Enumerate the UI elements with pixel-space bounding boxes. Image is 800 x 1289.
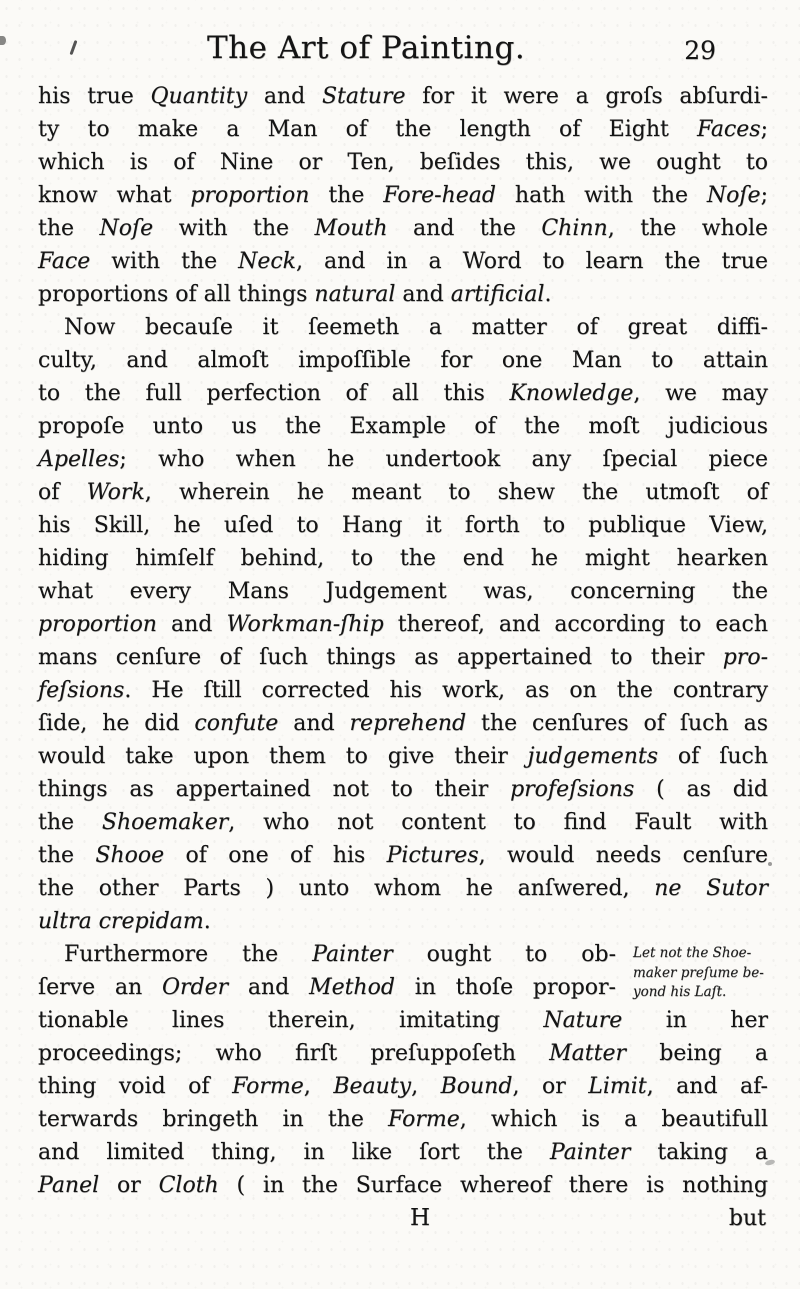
italic-text: Noſe bbox=[99, 216, 154, 241]
text-line bbox=[38, 707, 768, 740]
roman-text: ; bbox=[760, 183, 768, 208]
roman-text: the bbox=[38, 216, 100, 241]
italic-text: Face bbox=[38, 249, 91, 274]
roman-text: , and af- bbox=[646, 1074, 768, 1099]
signature-mark: H bbox=[410, 1205, 431, 1231]
italic-text: Order bbox=[161, 975, 229, 1000]
roman-text: in her bbox=[622, 1008, 768, 1033]
italic-text: Apelles bbox=[38, 447, 120, 472]
roman-text: taking a bbox=[630, 1140, 768, 1165]
roman-text: ought to ob- bbox=[392, 942, 616, 967]
text-line bbox=[38, 146, 768, 179]
roman-text: , the whole bbox=[607, 216, 768, 241]
text-line bbox=[38, 113, 768, 146]
roman-text: the bbox=[309, 183, 384, 208]
roman-text: with the bbox=[153, 216, 315, 241]
text-line bbox=[38, 377, 768, 410]
roman-text: thing void of bbox=[38, 1074, 233, 1099]
roman-text: . He ſtill corrected his work, as on the contrary bbox=[124, 678, 768, 703]
roman-text: which is of Nine or Ten, beſides this, we ought to bbox=[38, 150, 768, 175]
italic-text: Stature bbox=[321, 84, 406, 109]
text-line bbox=[38, 410, 768, 443]
roman-text: being a bbox=[626, 1041, 769, 1066]
italic-text: Forme bbox=[388, 1107, 460, 1132]
text-line bbox=[38, 839, 768, 872]
text-line bbox=[38, 1103, 768, 1136]
roman-text: and limited thing, in like ſort the bbox=[38, 1140, 550, 1165]
italic-text: Faces bbox=[697, 117, 761, 142]
roman-text: for it were a groſs abſurdi- bbox=[405, 84, 768, 109]
text-line bbox=[38, 212, 768, 245]
roman-text: to the full perfection of all this bbox=[38, 381, 510, 406]
text-line bbox=[38, 476, 768, 509]
italic-text: natural bbox=[314, 282, 396, 307]
page-header bbox=[0, 0, 800, 78]
italic-text: Work bbox=[86, 480, 145, 505]
text-line bbox=[38, 740, 768, 773]
roman-text: in thoſe propor- bbox=[394, 975, 616, 1000]
text-line bbox=[38, 773, 768, 806]
roman-text: or bbox=[99, 1173, 159, 1198]
italic-text: Mouth bbox=[314, 216, 388, 241]
ink-speck bbox=[0, 36, 6, 45]
footer-line bbox=[38, 1202, 768, 1235]
roman-text: ; who when he undertook any ſpecial piece bbox=[119, 447, 768, 472]
margin-note-line: maker preſume be- bbox=[633, 964, 764, 981]
roman-text: his true bbox=[38, 84, 151, 109]
roman-text: ty to make a Man of the length of Eight bbox=[38, 117, 698, 142]
italic-text: Chinn bbox=[541, 216, 608, 241]
roman-text: , which is a beautifull bbox=[459, 1107, 768, 1132]
text-line bbox=[38, 905, 768, 938]
roman-text: of one of his bbox=[164, 843, 387, 868]
roman-text: , or bbox=[512, 1074, 589, 1099]
roman-text: mans cenſure of ſuch things as appertained to their bbox=[38, 645, 723, 670]
roman-text: ſerve an bbox=[38, 975, 162, 1000]
text-line bbox=[38, 1169, 768, 1202]
italic-text: Quantity bbox=[150, 84, 248, 109]
italic-text: Fore-head bbox=[383, 183, 496, 208]
italic-text: profeſsions bbox=[510, 777, 635, 802]
text-line bbox=[38, 278, 768, 311]
body-text bbox=[38, 80, 768, 1235]
italic-text: Shoemaker bbox=[101, 810, 229, 835]
text-line bbox=[38, 1004, 768, 1037]
italic-text: judgements bbox=[527, 744, 659, 769]
roman-text: the bbox=[38, 810, 102, 835]
roman-text: , bbox=[303, 1074, 334, 1099]
text-line bbox=[38, 542, 768, 575]
italic-text: Pictures bbox=[386, 843, 479, 868]
roman-text: and the bbox=[387, 216, 542, 241]
roman-text: ( in the Surface whereof there is nothing bbox=[218, 1173, 769, 1198]
italic-text: Nature bbox=[543, 1008, 623, 1033]
roman-text: what every Mans Judgement was, concerning the bbox=[38, 579, 768, 604]
italic-text: Shooe bbox=[95, 843, 165, 868]
italic-text: Cloth bbox=[158, 1173, 219, 1198]
roman-text: terwards bringeth in the bbox=[38, 1107, 389, 1132]
roman-text: , would needs cenſure bbox=[478, 843, 768, 868]
roman-text: , and in a Word to learn the true bbox=[296, 249, 768, 274]
roman-text: and bbox=[278, 711, 350, 736]
italic-text: Workman-ſhip bbox=[226, 612, 384, 637]
italic-text: Beauty bbox=[333, 1074, 412, 1099]
margin-note bbox=[633, 944, 787, 1003]
text-line bbox=[38, 806, 768, 839]
roman-text: and bbox=[247, 84, 322, 109]
roman-text: the cenſures of ſuch as bbox=[466, 711, 768, 736]
text-line bbox=[38, 311, 768, 344]
roman-text: the bbox=[38, 843, 96, 868]
italic-text: feſsions bbox=[38, 678, 125, 703]
italic-text: ne Sutor bbox=[654, 876, 768, 901]
roman-text: of ſuch bbox=[658, 744, 768, 769]
italic-text: Matter bbox=[549, 1041, 627, 1066]
roman-text: the other Parts ) unto whom he anſwered, bbox=[38, 876, 655, 901]
italic-text: artificial bbox=[450, 282, 545, 307]
roman-text: hath with the bbox=[495, 183, 707, 208]
text-line bbox=[38, 674, 768, 707]
roman-text: ( as did bbox=[634, 777, 768, 802]
roman-text: would take upon them to give their bbox=[38, 744, 528, 769]
page-number: 29 bbox=[684, 36, 716, 65]
italic-text: Noſe bbox=[706, 183, 761, 208]
catchword: but bbox=[728, 1206, 766, 1231]
roman-text: . bbox=[544, 282, 552, 307]
roman-text: ; bbox=[760, 117, 768, 142]
roman-text: , we may bbox=[633, 381, 768, 406]
italic-text: Painter bbox=[312, 942, 393, 967]
text-line bbox=[38, 872, 768, 905]
italic-text: Knowledge bbox=[509, 381, 634, 406]
roman-text: of bbox=[38, 480, 87, 505]
text-line bbox=[38, 179, 768, 212]
roman-text: . bbox=[203, 909, 211, 934]
roman-text: with the bbox=[90, 249, 239, 274]
text-line bbox=[38, 608, 768, 641]
italic-text: confute bbox=[194, 711, 279, 736]
roman-text: ſide, he did bbox=[38, 711, 195, 736]
roman-text: , bbox=[411, 1074, 441, 1099]
roman-text: thereof, and according to each bbox=[383, 612, 768, 637]
italic-text: Painter bbox=[549, 1140, 631, 1165]
italic-text: proportion bbox=[190, 183, 310, 208]
text-line bbox=[38, 245, 768, 278]
roman-text: know what bbox=[38, 183, 191, 208]
italic-text: pro- bbox=[722, 645, 768, 670]
text-line bbox=[38, 1070, 768, 1103]
italic-text: Neck bbox=[238, 249, 296, 274]
margin-note-line: yond his Laſt. bbox=[633, 984, 727, 1000]
text-line bbox=[38, 344, 768, 377]
text-line bbox=[38, 575, 768, 608]
text-line bbox=[38, 641, 768, 674]
running-title: The Art of Painting. bbox=[207, 30, 526, 66]
roman-text: , who not content to find Fault with bbox=[228, 810, 768, 835]
roman-text: and bbox=[156, 612, 227, 637]
roman-text: hiding himſelf behind, to the end he might hearken bbox=[38, 546, 768, 571]
text-line bbox=[38, 80, 768, 113]
italic-text: Bound bbox=[440, 1074, 513, 1099]
text-line bbox=[38, 509, 768, 542]
roman-text: things as appertained not to their bbox=[38, 777, 511, 802]
roman-text: culty, and almoſt impoſſible for one Man to attain bbox=[38, 348, 768, 373]
roman-text: proceedings; who firſt preſuppoſeth bbox=[38, 1041, 550, 1066]
roman-text: his Skill, he uſed to Hang it forth to publique View, bbox=[38, 513, 768, 538]
roman-text: Now becauſe it ſeemeth a matter of great diffi- bbox=[64, 315, 768, 340]
text-line bbox=[38, 1136, 768, 1169]
roman-text: tionable lines therein, imitating bbox=[38, 1008, 544, 1033]
italic-text: Limit bbox=[588, 1074, 647, 1099]
margin-note-line: Let not the Shoe- bbox=[633, 945, 752, 961]
roman-text: proportions of all things bbox=[38, 282, 315, 307]
text-line bbox=[38, 1037, 768, 1070]
italic-text: proportion bbox=[38, 612, 157, 637]
roman-text: and bbox=[228, 975, 310, 1000]
ink-speck bbox=[768, 862, 772, 866]
roman-text: and bbox=[395, 282, 451, 307]
italic-text: Forme bbox=[232, 1074, 304, 1099]
roman-text: propoſe unto us the Example of the moſt judicious bbox=[38, 414, 768, 439]
italic-text: Panel bbox=[38, 1173, 100, 1198]
roman-text: Furthermore the bbox=[64, 942, 313, 967]
italic-text: reprehend bbox=[349, 711, 467, 736]
italic-text: ultra crepidam bbox=[38, 909, 204, 934]
text-line bbox=[38, 443, 768, 476]
italic-text: Method bbox=[309, 975, 395, 1000]
roman-text: , wherein he meant to shew the utmoſt of bbox=[144, 480, 768, 505]
